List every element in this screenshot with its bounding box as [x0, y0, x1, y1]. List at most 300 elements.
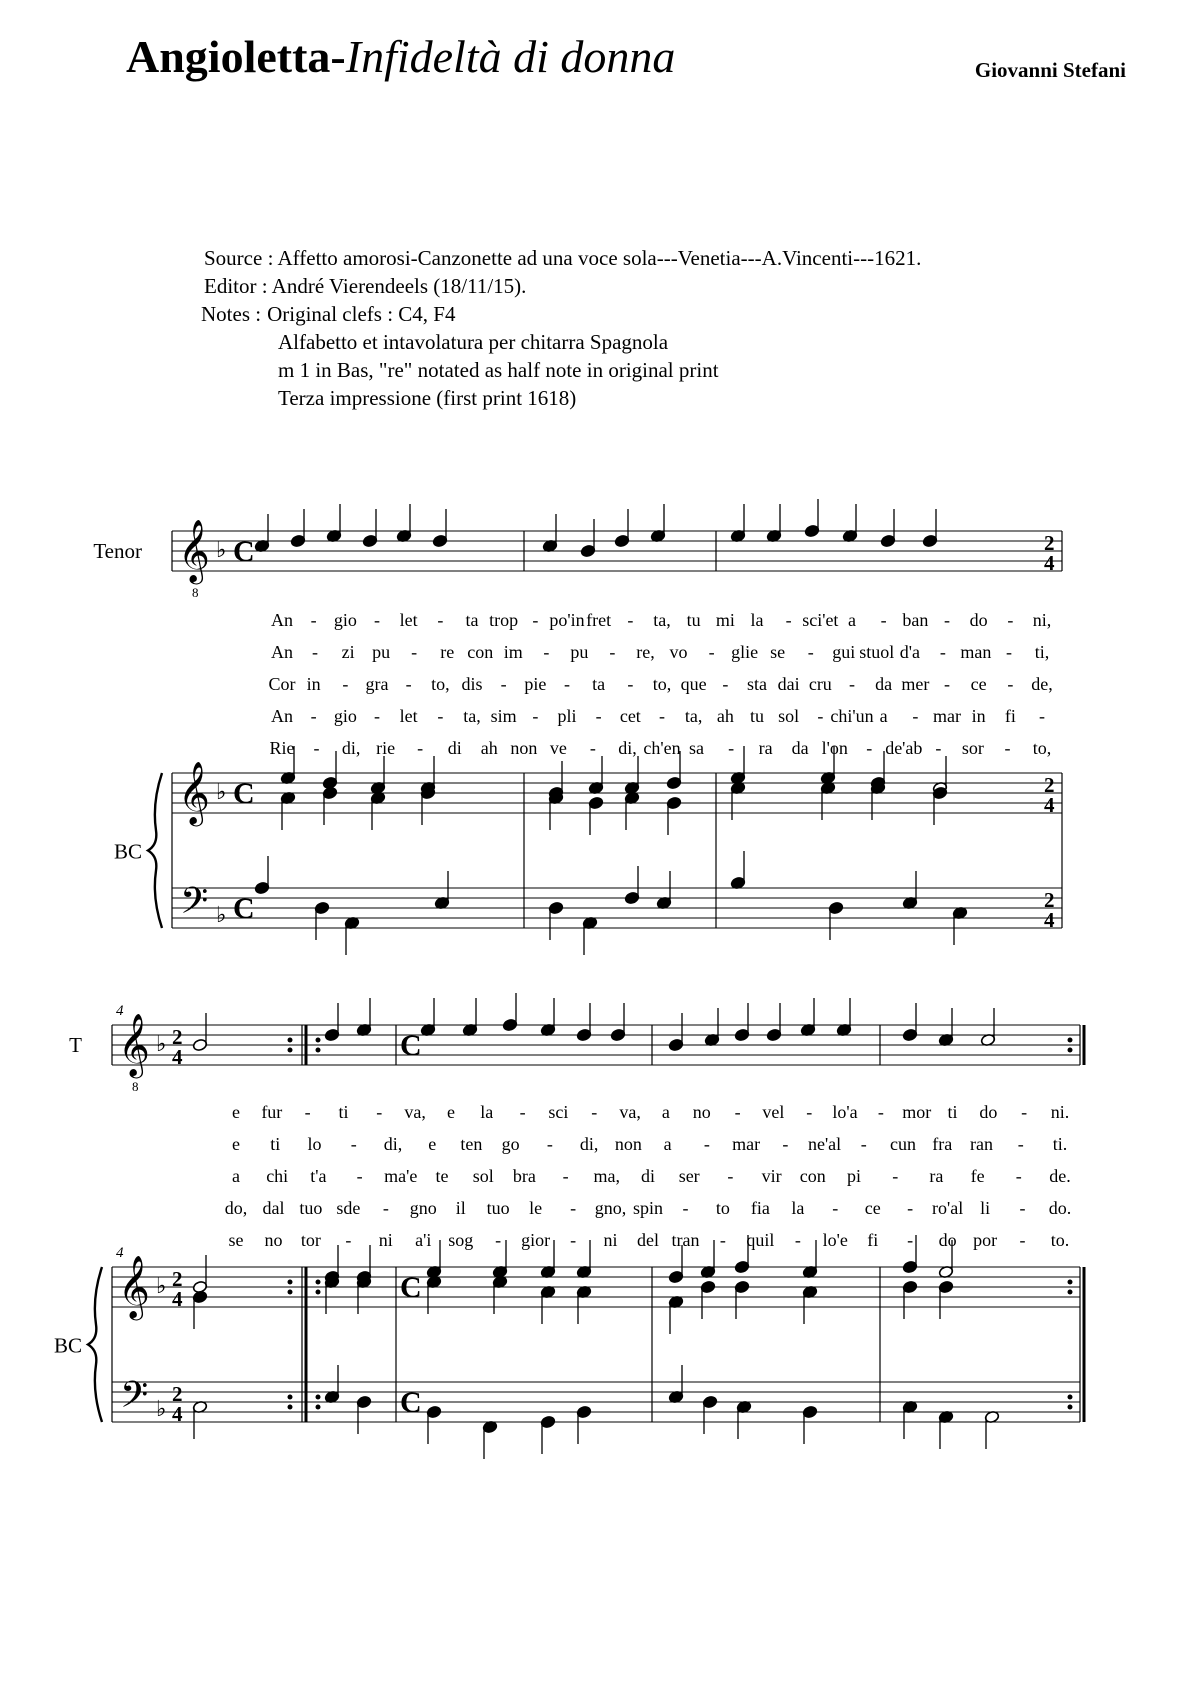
lyric-syllable: go: [501, 1134, 520, 1154]
lyric-syllable: lo'a: [832, 1102, 858, 1122]
lyric-syllable: pi: [846, 1166, 862, 1186]
lyric-syllable: -: [532, 706, 539, 726]
lyric-syllable: -: [1007, 674, 1014, 694]
lyric-syllable: -: [703, 1134, 710, 1154]
lyric-syllable: -: [627, 674, 634, 694]
lyric-syllable: -: [782, 1134, 789, 1154]
lyric-syllable: con: [467, 642, 494, 662]
lyric-syllable: -: [500, 674, 507, 694]
time-sig-denominator: 4: [1044, 551, 1055, 575]
lyric-syllable: -: [912, 706, 919, 726]
notes-line-3: m 1 in Bas, "re" notated as half note in original print: [278, 358, 719, 382]
lyric-syllable: t'a: [310, 1166, 327, 1186]
lyric-syllable: sog: [448, 1230, 474, 1250]
lyric-syllable: -: [591, 1102, 598, 1122]
lyric-syllable: no: [692, 1102, 711, 1122]
title-subtitle: Infideltà di donna: [345, 31, 676, 82]
lyric-syllable: ve: [549, 738, 567, 758]
lyric-syllable: in: [971, 706, 986, 726]
lyric-syllable: let: [399, 706, 418, 726]
lyric-syllable: -: [376, 1102, 383, 1122]
common-time: C: [233, 892, 255, 925]
repeat-dot: [288, 1038, 293, 1043]
lyric-syllable: -: [609, 642, 616, 662]
lyric-syllable: vel: [762, 1102, 785, 1122]
lyric-syllable: gio: [333, 610, 357, 630]
lyric-syllable: ta: [465, 610, 479, 630]
lyric-syllable: va,: [404, 1102, 426, 1122]
lyric-syllable: -: [807, 642, 814, 662]
repeat-dot: [316, 1405, 321, 1410]
lyric-syllable: bra: [512, 1166, 536, 1186]
lyric-syllable: a: [879, 706, 888, 726]
lyric-syllable: fra: [932, 1134, 953, 1154]
lyric-syllable: te: [435, 1166, 449, 1186]
lyric-syllable: re: [440, 642, 455, 662]
lyric-syllable: pu: [570, 642, 589, 662]
lyric-syllable: -: [374, 706, 380, 726]
lyric-syllable: ra: [929, 1166, 944, 1186]
measure-number: 4: [116, 1245, 124, 1261]
lyric-syllable: Cor: [268, 674, 296, 694]
lyric-syllable: glie: [731, 642, 759, 662]
lyric-syllable: sol: [472, 1166, 494, 1186]
lyric-syllable: ce: [970, 674, 987, 694]
lyric-syllable: li: [980, 1198, 991, 1218]
repeat-dot: [1068, 1048, 1073, 1053]
lyric-syllable: va,: [619, 1102, 641, 1122]
lyric-syllable: stuol: [859, 642, 895, 662]
lyric-syllable: por: [973, 1230, 998, 1250]
lyric-syllable: se: [770, 642, 786, 662]
common-time: C: [400, 1271, 422, 1304]
bass-clef: 𝄢: [180, 880, 209, 931]
lyric-syllable: -: [1039, 706, 1045, 726]
lyric-syllable: mar: [933, 706, 961, 726]
title-main: Angioletta-: [126, 31, 346, 82]
lyric-syllable: fe: [970, 1166, 985, 1186]
lyric-syllable: ti: [338, 1102, 349, 1122]
lyric-syllable: -: [794, 1230, 801, 1250]
lyric-syllable: tu: [749, 706, 765, 726]
lyric-syllable: se: [228, 1230, 244, 1250]
lyric-syllable: da: [875, 674, 893, 694]
lyric-syllable: dal: [262, 1198, 285, 1218]
repeat-dot: [316, 1048, 321, 1053]
lyric-syllable: ser: [678, 1166, 700, 1186]
lyric-syllable: tor: [300, 1230, 321, 1250]
lyric-syllable: vo: [669, 642, 688, 662]
lyric-syllable: do: [969, 610, 988, 630]
grand-staff-brace: [88, 1267, 102, 1422]
lyric-syllable: que: [680, 674, 707, 694]
lyric-syllable: gio: [333, 706, 357, 726]
lyric-syllable: do: [938, 1230, 957, 1250]
lyric-syllable: to: [715, 1198, 730, 1218]
lyric-syllable: ti: [270, 1134, 281, 1154]
lyric-syllable: dis: [461, 674, 483, 694]
treble-clef: 𝄞: [178, 519, 210, 582]
notes-label: Notes :: [201, 302, 262, 326]
flat-sign: ♭: [156, 1274, 167, 1299]
lyric-syllable: -: [437, 706, 444, 726]
lyric-syllable: trop: [489, 610, 519, 630]
lyric-syllable: sci: [548, 1102, 569, 1122]
lyric-syllable: to,: [1032, 738, 1052, 758]
lyric-syllable: zi: [341, 642, 355, 662]
flat-sign: ♭: [156, 1397, 167, 1422]
lyric-syllable: do: [979, 1102, 998, 1122]
lyric-syllable: ma,: [593, 1166, 621, 1186]
repeat-dot: [1068, 1038, 1073, 1043]
tenor-octave-mark: 8: [132, 1079, 139, 1094]
lyric-syllable: mor: [902, 1102, 932, 1122]
lyric-syllable: -: [719, 1230, 726, 1250]
lyric-syllable: -: [411, 642, 418, 662]
flat-sign: ♭: [216, 780, 227, 805]
lyric-syllable: -: [595, 706, 602, 726]
lyric-syllable: -: [849, 674, 855, 694]
lyric-syllable: non: [614, 1134, 642, 1154]
lyric-syllable: ni,: [1032, 610, 1052, 630]
lyric-syllable: -: [1004, 738, 1011, 758]
system-1: [93, 499, 1062, 955]
treble-clef: 𝄞: [178, 761, 210, 824]
lyric-syllable: -: [310, 610, 317, 630]
lyric-syllable: tran: [671, 1230, 700, 1250]
lyric-syllable: non: [510, 738, 538, 758]
lyric-syllable: -: [627, 610, 634, 630]
lyric-syllable: ne'al: [807, 1134, 842, 1154]
treble-clef: 𝄞: [118, 1013, 150, 1076]
lyric-syllable: -: [1019, 1198, 1026, 1218]
lyric-syllable: -: [1015, 1166, 1022, 1186]
lyric-syllable: de.: [1049, 1166, 1071, 1186]
time-sig-denominator: 4: [172, 1287, 183, 1311]
repeat-dot: [288, 1048, 293, 1053]
composer-name: Giovanni Stefani: [974, 58, 1126, 82]
lyric-syllable: -: [570, 1230, 577, 1250]
lyric-syllable: fur: [261, 1102, 283, 1122]
lyric-syllable: la: [750, 610, 764, 630]
lyric-syllable: -: [1019, 1230, 1026, 1250]
lyric-syllable: -: [495, 1230, 502, 1250]
tenor-octave-mark: 8: [192, 585, 199, 600]
lyric-syllable: tu: [686, 610, 701, 630]
lyric-syllable: fi: [1004, 706, 1016, 726]
lyric-syllable: -: [722, 674, 729, 694]
lyric-syllable: -: [1007, 610, 1014, 630]
lyric-syllable: to,: [431, 674, 450, 694]
lyric-syllable: in: [306, 674, 321, 694]
time-sig-numerator: 2: [1044, 888, 1055, 912]
lyric-syllable: ni.: [1050, 1102, 1070, 1122]
lyric-syllable: a: [232, 1166, 240, 1186]
part-label: Tenor: [93, 539, 142, 563]
lyric-syllable: -: [880, 610, 887, 630]
lyric-syllable: -: [734, 1102, 741, 1122]
lyric-syllable: cet: [619, 706, 641, 726]
lyric-syllable: sa: [689, 738, 705, 758]
lyric-syllable: la: [480, 1102, 494, 1122]
lyric-syllable: quil: [746, 1230, 775, 1250]
part-label: T: [69, 1033, 82, 1057]
lyric-syllable: -: [342, 674, 349, 694]
time-sig-numerator: 2: [1044, 531, 1055, 555]
lyric-syllable: di,: [579, 1134, 599, 1154]
repeat-dot: [1068, 1280, 1073, 1285]
lyric-syllable: -: [708, 642, 715, 662]
lyric-syllable: sde: [336, 1198, 361, 1218]
lyric-syllable: a'i: [415, 1230, 432, 1250]
repeat-dot: [288, 1405, 293, 1410]
lyric-syllable: ce: [864, 1198, 881, 1218]
lyric-syllable: re,: [636, 642, 655, 662]
lyric-syllable: -: [907, 1198, 914, 1218]
lyric-syllable: di,: [383, 1134, 403, 1154]
lyric-syllable: -: [543, 642, 550, 662]
lyric-syllable: -: [860, 1134, 867, 1154]
lyric-syllable: -: [727, 1166, 734, 1186]
repeat-dot: [288, 1280, 293, 1285]
repeat-dot: [316, 1395, 321, 1400]
lyric-syllable: a: [663, 1134, 672, 1154]
lyric-syllable: con: [799, 1166, 826, 1186]
lyric-syllable: cun: [890, 1134, 917, 1154]
lyric-syllable: ah: [480, 738, 498, 758]
time-sig-numerator: 2: [172, 1025, 183, 1049]
lyric-syllable: gra: [365, 674, 389, 694]
lyric-syllable: gui: [832, 642, 856, 662]
common-time: C: [233, 535, 255, 568]
lyric-syllable: An: [271, 706, 293, 726]
flat-sign: ♭: [156, 1032, 167, 1057]
repeat-dot: [316, 1290, 321, 1295]
lyric-syllable: spin: [632, 1198, 664, 1218]
lyric-syllable: -: [728, 738, 735, 758]
lyric-syllable: -: [832, 1198, 839, 1218]
part-label: BC: [113, 839, 142, 864]
lyric-syllable: rie: [376, 738, 396, 758]
lyric-syllable: gno: [409, 1198, 437, 1218]
lyric-syllable: -: [374, 610, 380, 630]
lyric-syllable: Rie: [269, 738, 295, 758]
time-sig-numerator: 2: [1044, 773, 1055, 797]
lyric-syllable: sim: [490, 706, 517, 726]
lyric-syllable: ti,: [1034, 642, 1050, 662]
lyric-syllable: -: [659, 706, 665, 726]
lyric-syllable: -: [935, 738, 942, 758]
lyric-syllable: di,: [618, 738, 637, 758]
lyric-syllable: sta: [747, 674, 767, 694]
lyric-syllable: -: [806, 1102, 813, 1122]
repeat-dot: [316, 1038, 321, 1043]
lyric-syllable: tuo: [299, 1198, 323, 1218]
notes-line-1: Original clefs : C4, F4: [267, 302, 456, 326]
lyric-syllable: -: [532, 610, 539, 630]
lyric-syllable: man: [960, 642, 992, 662]
lyric-syllable: ta: [592, 674, 606, 694]
lyric-syllable: -: [944, 610, 950, 630]
time-sig-numerator: 2: [172, 1382, 183, 1406]
lyric-syllable: sol: [778, 706, 800, 726]
lyric-syllable: let: [399, 610, 418, 630]
notes-line-2: Alfabetto et intavolatura per chitarra Spagnola: [278, 330, 669, 354]
repeat-dot: [288, 1290, 293, 1295]
lyric-syllable: sor: [961, 738, 984, 758]
lyric-syllable: a: [848, 610, 856, 630]
lyric-syllable: mar: [732, 1134, 761, 1154]
lyric-syllable: e: [232, 1102, 240, 1122]
lyric-syllable: -: [589, 738, 596, 758]
lyric-syllable: do.: [1048, 1198, 1072, 1218]
lyric-syllable: -: [382, 1198, 389, 1218]
lyric-syllable: chi: [266, 1166, 289, 1186]
lyric-syllable: -: [907, 1230, 914, 1250]
lyric-syllable: -: [866, 738, 873, 758]
lyric-syllable: pli: [557, 706, 577, 726]
lyric-syllable: dai: [777, 674, 800, 694]
part-label: BC: [53, 1333, 82, 1358]
lyric-syllable: -: [570, 1198, 577, 1218]
lyric-syllable: -: [892, 1166, 899, 1186]
lyric-syllable: -: [562, 1166, 569, 1186]
lyric-syllable: -: [313, 738, 320, 758]
lyric-syllable: tuo: [486, 1198, 510, 1218]
time-sig-denominator: 4: [172, 1402, 183, 1426]
lyric-syllable: -: [817, 706, 824, 726]
common-time: C: [400, 1029, 422, 1062]
lyric-syllable: fret: [586, 610, 612, 630]
lyric-syllable: po'in: [549, 610, 585, 630]
lyric-syllable: ti: [947, 1102, 958, 1122]
lyric-syllable: fi: [867, 1230, 879, 1250]
time-sig-numerator: 2: [172, 1267, 183, 1291]
lyric-syllable: to,: [652, 674, 672, 694]
lyric-syllable: ch'en: [643, 738, 681, 758]
time-sig-denominator: 4: [1044, 908, 1055, 932]
lyric-syllable: -: [345, 1230, 352, 1250]
lyric-syllable: il: [455, 1198, 466, 1218]
lyric-syllable: -: [1021, 1102, 1028, 1122]
lyric-syllable: del: [637, 1230, 659, 1250]
lyric-syllable: -: [546, 1134, 553, 1154]
lyric-syllable: -: [939, 642, 946, 662]
lyric-syllable: ma'e: [384, 1166, 418, 1186]
source-line: Source : Affetto amorosi-Canzonette ad una voce sola---Venetia---A.Vincenti---1621.: [204, 246, 922, 270]
lyric-syllable: e: [232, 1134, 240, 1154]
lyric-syllable: cru: [808, 674, 832, 694]
lyric-syllable: ni: [378, 1230, 393, 1250]
system-2: [54, 993, 1084, 1459]
lyric-syllable: -: [785, 610, 792, 630]
repeat-dot: [288, 1395, 293, 1400]
lyric-syllable: e: [446, 1102, 455, 1122]
lyric-syllable: de,: [1031, 674, 1053, 694]
lyric-syllable: ban: [902, 610, 929, 630]
lyric-syllable: -: [405, 674, 412, 694]
lyric-syllable: chi'un: [830, 706, 874, 726]
lyric-syllable: di: [640, 1166, 656, 1186]
flat-sign: ♭: [216, 903, 227, 928]
lyric-syllable: ran: [970, 1134, 994, 1154]
lyric-syllable: -: [682, 1198, 689, 1218]
bass-clef: 𝄢: [120, 1374, 149, 1425]
lyric-syllable: a: [661, 1102, 670, 1122]
grand-staff-brace: [148, 773, 162, 928]
lyric-syllable: sci'et: [802, 610, 839, 630]
lyric-syllable: pie: [524, 674, 547, 694]
editor-line: Editor : André Vierendeels (18/11/15).: [204, 274, 527, 298]
time-sig-denominator: 4: [1044, 793, 1055, 817]
common-time: C: [233, 777, 255, 810]
lyric-syllable: ten: [460, 1134, 483, 1154]
treble-clef: 𝄞: [118, 1255, 150, 1318]
lyric-syllable: di: [447, 738, 462, 758]
lyric-syllable: vir: [761, 1166, 782, 1186]
lyric-syllable: ra: [758, 738, 773, 758]
repeat-dot: [1068, 1405, 1073, 1410]
lyric-syllable: ni: [603, 1230, 618, 1250]
lyric-syllable: lo: [307, 1134, 322, 1154]
lyric-syllable: d'a: [899, 642, 920, 662]
lyric-syllable: le: [529, 1198, 543, 1218]
repeat-dot: [1068, 1395, 1073, 1400]
lyric-syllable: -: [1017, 1134, 1024, 1154]
lyric-syllable: de'ab: [885, 738, 923, 758]
repeat-dot: [316, 1280, 321, 1285]
lyric-syllable: fia: [750, 1198, 770, 1218]
lyric-syllable: An: [271, 610, 293, 630]
flat-sign: ♭: [216, 538, 227, 563]
lyric-syllable: -: [519, 1102, 526, 1122]
lyric-syllable: pu: [372, 642, 391, 662]
lyric-syllable: -: [356, 1166, 363, 1186]
lyric-syllable: -: [944, 674, 950, 694]
lyric-syllable: gno,: [594, 1198, 627, 1218]
lyric-syllable: -: [304, 1102, 311, 1122]
common-time: C: [400, 1386, 422, 1419]
lyric-syllable: -: [877, 1102, 884, 1122]
lyric-syllable: An: [271, 642, 293, 662]
lyric-syllable: da: [791, 738, 809, 758]
lyric-syllable: la: [791, 1198, 805, 1218]
lyric-syllable: l'on: [821, 738, 848, 758]
lyric-syllable: -: [350, 1134, 357, 1154]
lyric-syllable: e: [428, 1134, 437, 1154]
lyric-syllable: no: [264, 1230, 283, 1250]
lyric-syllable: im: [503, 642, 523, 662]
lyric-syllable: ta,: [653, 610, 671, 630]
lyric-syllable: gior: [521, 1230, 551, 1250]
lyric-syllable: mi: [715, 610, 735, 630]
lyric-syllable: ti.: [1052, 1134, 1068, 1154]
lyric-syllable: lo'e: [822, 1230, 848, 1250]
notes-line-4: Terza impressione (first print 1618): [278, 386, 577, 410]
lyric-syllable: di,: [341, 738, 361, 758]
lyric-syllable: ro'al: [932, 1198, 964, 1218]
lyric-syllable: to.: [1050, 1230, 1070, 1250]
lyric-syllable: -: [1005, 642, 1012, 662]
lyric-syllable: -: [417, 738, 424, 758]
lyric-syllable: do,: [224, 1198, 248, 1218]
lyric-syllable: -: [437, 610, 444, 630]
repeat-dot: [1068, 1290, 1073, 1295]
measure-number: 4: [116, 1003, 124, 1019]
lyric-syllable: mer: [901, 674, 930, 694]
lyric-syllable: -: [310, 706, 317, 726]
lyric-syllable: ah: [716, 706, 734, 726]
